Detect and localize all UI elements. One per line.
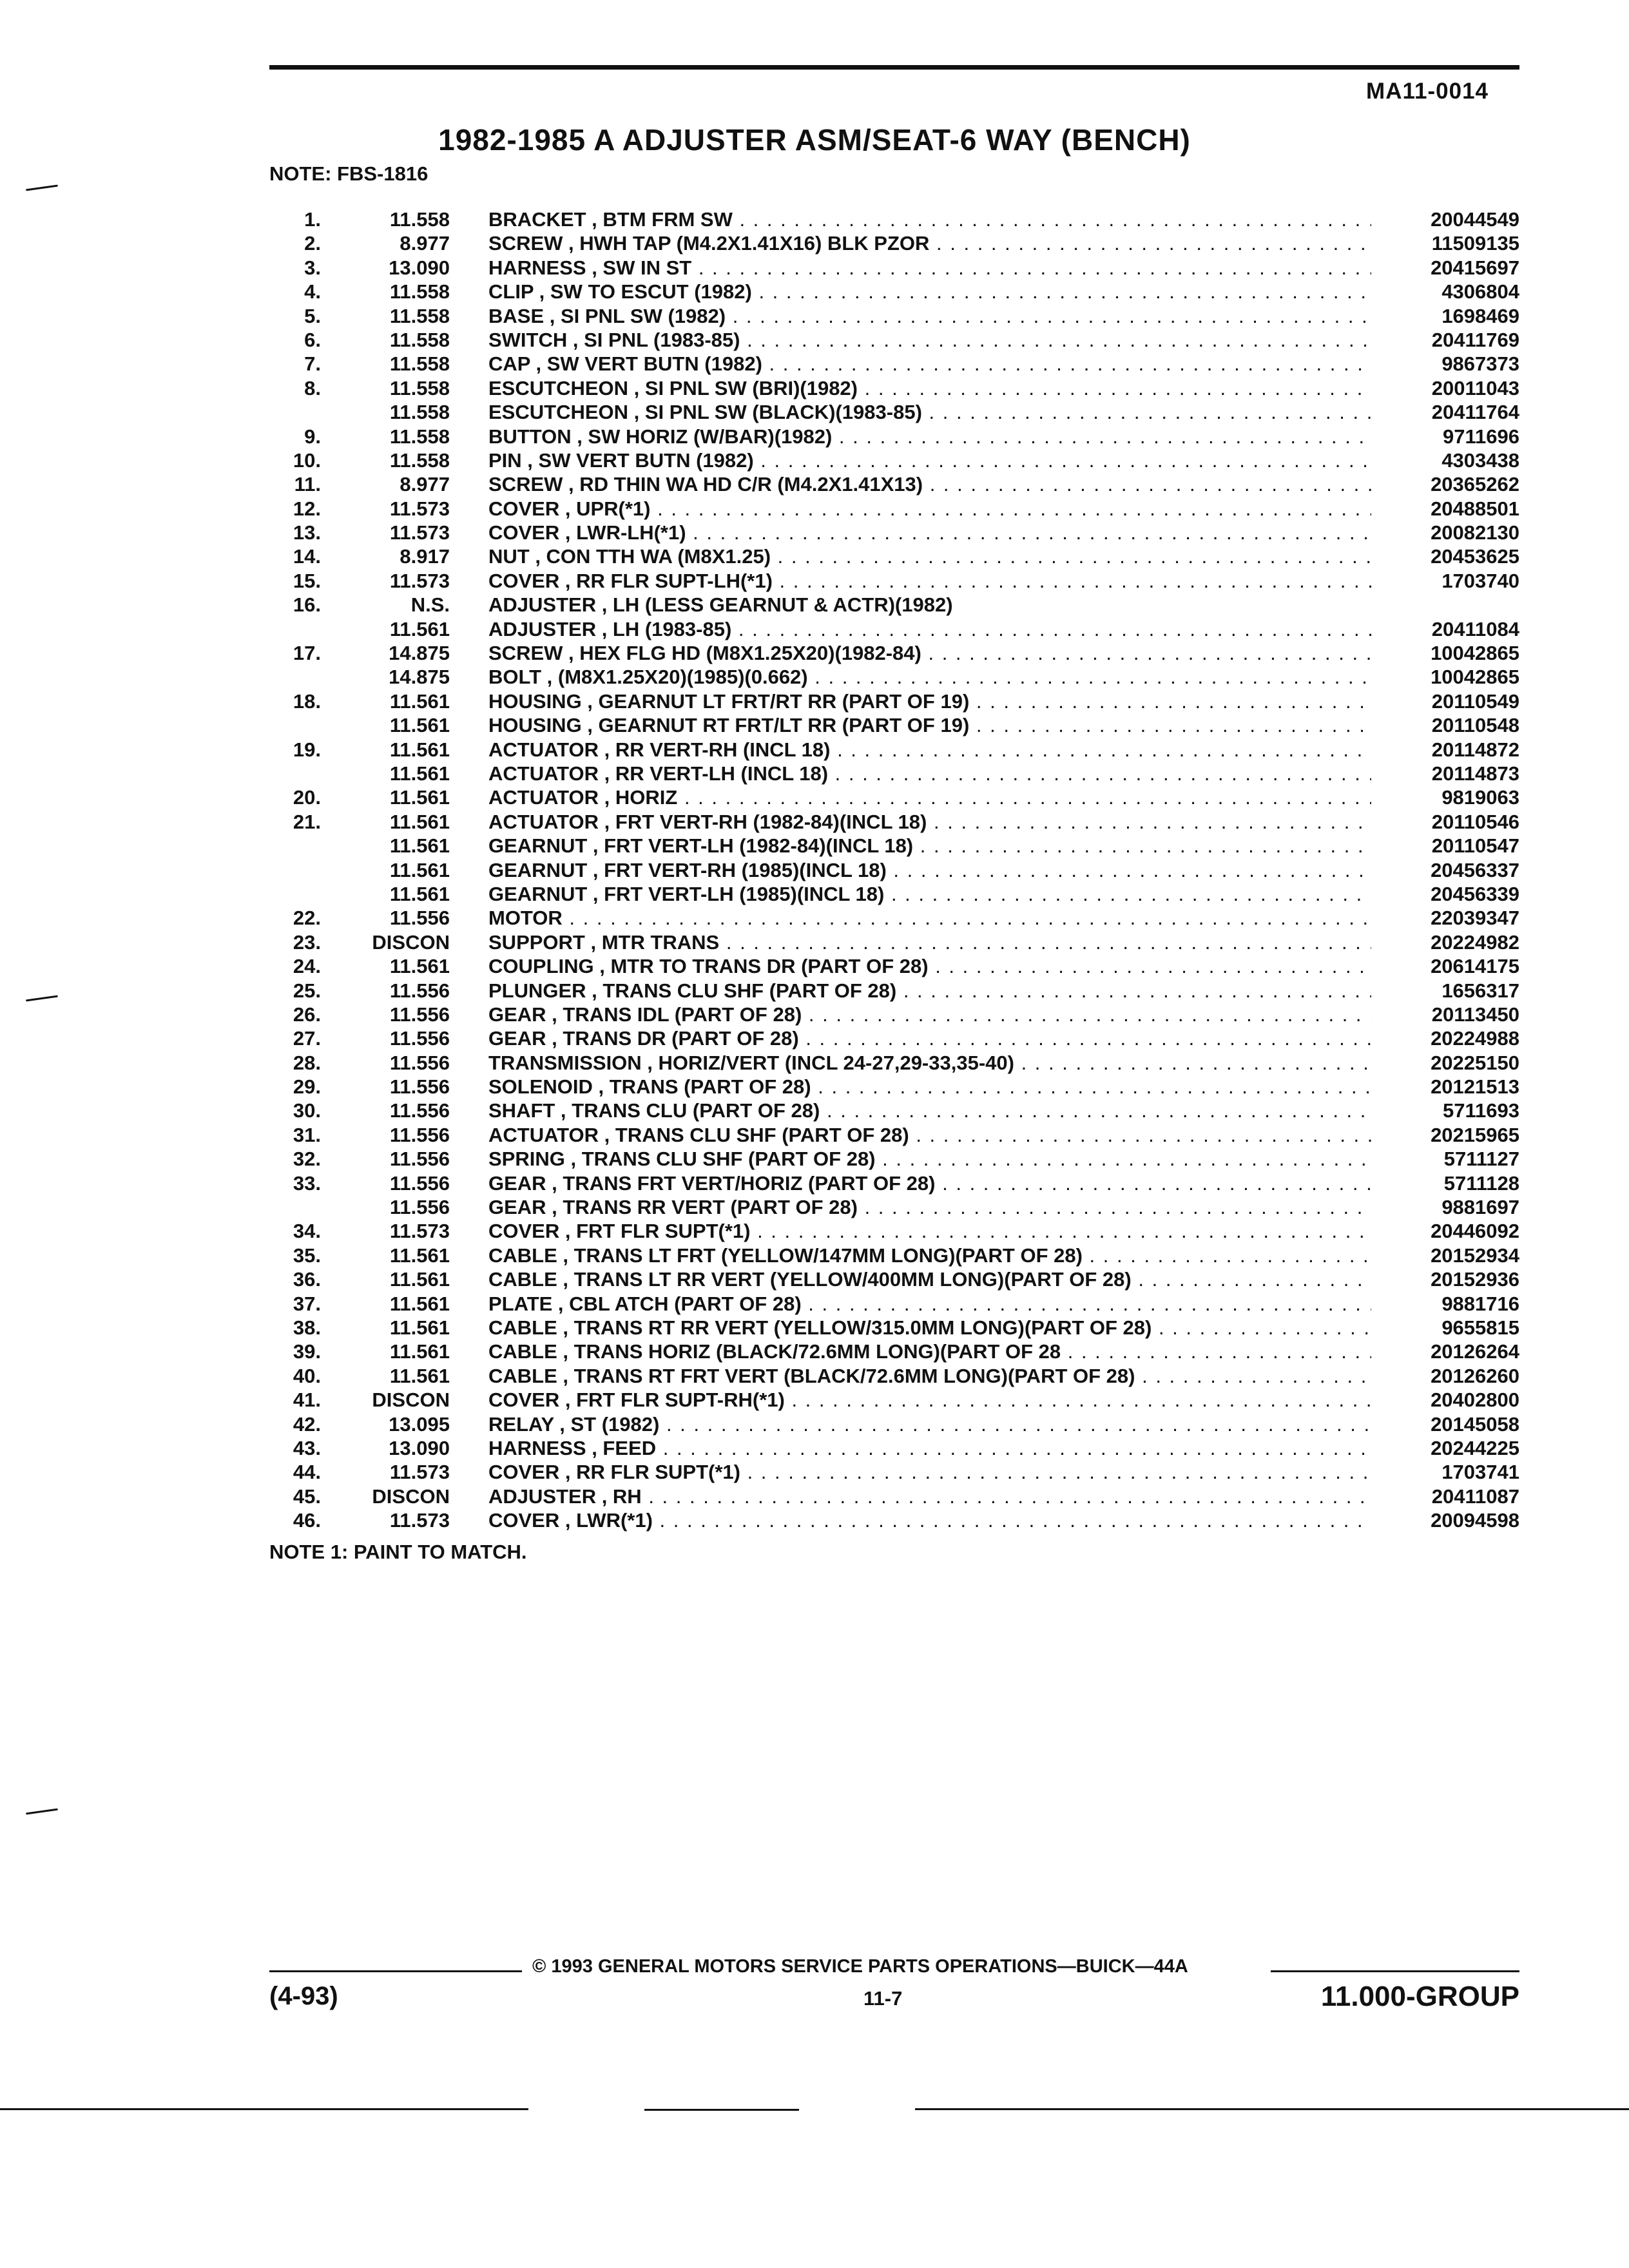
item-number: 14.: [293, 545, 321, 568]
item-number: 34.: [293, 1220, 321, 1243]
item-number: 18.: [293, 689, 321, 713]
parts-row: [269, 1316, 1519, 1340]
parts-row: [269, 280, 1519, 303]
group-number: 11.573: [389, 569, 450, 592]
group-number: 8.977: [400, 232, 450, 255]
part-number: 20082130: [1431, 521, 1519, 544]
part-description: SOLENOID , TRANS (PART OF 28) . . .: [488, 1075, 1371, 1099]
part-number: 20411084: [1431, 617, 1519, 640]
item-number: 40.: [293, 1364, 321, 1387]
parts-row: [269, 256, 1519, 280]
part-number: 20411087: [1431, 1485, 1519, 1508]
part-description: CABLE , TRANS RT RR VERT (YELLOW/315.0MM LONG)(PART OF 28) . . .: [488, 1316, 1371, 1340]
item-number: 9.: [304, 425, 321, 448]
parts-row: [269, 713, 1519, 737]
part-description: GEAR , TRANS DR (PART OF 28) . . .: [488, 1026, 1371, 1050]
document-id: MA11-0014: [1366, 79, 1489, 104]
part-number: 1703740: [1441, 569, 1519, 592]
part-number: 20225150: [1431, 1051, 1519, 1074]
part-number: 20415697: [1431, 256, 1519, 279]
item-number: 21.: [293, 810, 321, 833]
part-description: TRANSMISSION , HORIZ/VERT (INCL 24-27,29-33,35-40) . . .: [488, 1051, 1371, 1075]
parts-row: [269, 1123, 1519, 1147]
item-number: 7.: [304, 352, 321, 376]
parts-row: [269, 1099, 1519, 1122]
part-number: 9711696: [1443, 425, 1519, 448]
part-description: BRACKET , BTM FRM SW . . .: [488, 207, 1371, 231]
item-number: 39.: [293, 1340, 321, 1363]
item-number: 29.: [293, 1075, 321, 1099]
group-number: 11.561: [389, 689, 450, 713]
part-description: HARNESS , FEED . . .: [488, 1436, 1371, 1460]
part-number: 9655815: [1441, 1316, 1519, 1339]
parts-row: [269, 1195, 1519, 1219]
group-number: 14.875: [389, 666, 450, 689]
item-number: 32.: [293, 1148, 321, 1171]
parts-row: [269, 1147, 1519, 1171]
part-description: ADJUSTER , LH (LESS GEARNUT & ACTR)(1982): [488, 593, 953, 617]
group-number: 11.556: [389, 1123, 450, 1146]
item-number: 27.: [293, 1027, 321, 1050]
part-number: 20411764: [1431, 401, 1519, 424]
item-number: 30.: [293, 1099, 321, 1122]
part-description: PLUNGER , TRANS CLU SHF (PART OF 28) . . .: [488, 979, 1371, 1003]
copyright-line: © 1993 GENERAL MOTORS SERVICE PARTS OPERATIONS—BUICK—44A: [532, 1956, 1188, 1977]
part-description: CABLE , TRANS RT FRT VERT (BLACK/72.6MM LONG)(PART OF 28) . . .: [488, 1364, 1371, 1388]
group-number: 11.558: [389, 401, 450, 424]
part-description: CLIP , SW TO ESCUT (1982) . . .: [488, 280, 1371, 303]
item-number: 16.: [293, 593, 321, 617]
parts-row: [269, 665, 1519, 689]
part-description: SCREW , HWH TAP (M4.2X1.41X16) BLK PZOR . . .: [488, 231, 1371, 255]
parts-row: [269, 569, 1519, 593]
parts-row: [269, 1219, 1519, 1243]
parts-row: [269, 979, 1519, 1003]
part-description: ESCUTCHEON , SI PNL SW (BLACK)(1983-85) . . .: [488, 400, 1371, 424]
part-number: 20244225: [1431, 1436, 1519, 1459]
parts-row: [269, 1460, 1519, 1484]
part-number: 20453625: [1431, 545, 1519, 568]
parts-row: [269, 1340, 1519, 1363]
item-number: 19.: [293, 738, 321, 761]
group-number: 11.556: [389, 1027, 450, 1050]
part-number: 9881716: [1441, 1292, 1519, 1315]
group-number: 11.573: [389, 521, 450, 544]
part-number: 20121513: [1431, 1075, 1519, 1099]
group-number: 11.561: [389, 617, 450, 640]
parts-row: [269, 810, 1519, 834]
group-number: 11.561: [389, 882, 450, 905]
part-number: 20113450: [1431, 1003, 1519, 1026]
parts-row: [269, 352, 1519, 376]
group-number: 13.090: [389, 256, 450, 279]
parts-row: [269, 1075, 1519, 1099]
part-number: 10042865: [1431, 642, 1519, 665]
item-number: 13.: [293, 521, 321, 544]
group-number: 13.090: [389, 1436, 450, 1459]
item-number: 44.: [293, 1461, 321, 1484]
part-number: 20215965: [1431, 1123, 1519, 1146]
part-description: PIN , SW VERT BUTN (1982) . . .: [488, 448, 1371, 472]
parts-row: [269, 689, 1519, 713]
item-number: 23.: [293, 930, 321, 954]
part-number: 1703741: [1441, 1461, 1519, 1484]
group-number: 11.561: [389, 1292, 450, 1315]
group-number: 11.573: [389, 1461, 450, 1484]
group-number: 11.561: [389, 762, 450, 785]
group-number: 11.561: [389, 810, 450, 833]
item-number: 41.: [293, 1389, 321, 1412]
part-number: 20456337: [1431, 858, 1519, 881]
part-description: COVER , LWR-LH(*1) . . .: [488, 521, 1371, 544]
parts-row: [269, 544, 1519, 568]
parts-row: [269, 1244, 1519, 1267]
item-number: 31.: [293, 1123, 321, 1146]
item-number: 15.: [293, 569, 321, 592]
parts-row: [269, 641, 1519, 665]
part-number: 20488501: [1431, 497, 1519, 520]
item-number: 8.: [304, 376, 321, 399]
part-description: SPRING , TRANS CLU SHF (PART OF 28) . . .: [488, 1147, 1371, 1171]
item-number: 42.: [293, 1412, 321, 1436]
parts-row: [269, 1292, 1519, 1316]
item-number: 12.: [293, 497, 321, 520]
part-description: BUTTON , SW HORIZ (W/BAR)(1982) . . .: [488, 425, 1371, 448]
part-number: 1656317: [1441, 979, 1519, 1002]
group-number: 11.561: [389, 786, 450, 809]
part-description: MOTOR . . .: [488, 906, 1371, 930]
group-number: 14.875: [389, 642, 450, 665]
group-number: 11.558: [389, 208, 450, 231]
parts-row: [269, 1026, 1519, 1050]
part-number: 20411769: [1431, 328, 1519, 351]
part-number: 11509135: [1431, 232, 1519, 255]
parts-row: [269, 617, 1519, 641]
parts-row: [269, 448, 1519, 472]
group-number: 11.561: [389, 738, 450, 761]
part-number: 20126264: [1431, 1340, 1519, 1363]
item-number: 10.: [293, 448, 321, 472]
item-number: 6.: [304, 328, 321, 351]
part-number: 20446092: [1431, 1220, 1519, 1243]
part-description: GEARNUT , FRT VERT-LH (1982-84)(INCL 18) . . .: [488, 834, 1371, 858]
part-number: 4303438: [1441, 448, 1519, 472]
footer-rule: [1271, 1970, 1519, 1972]
item-number: 25.: [293, 979, 321, 1002]
part-description: BASE , SI PNL SW (1982) . . .: [488, 304, 1371, 328]
item-number: 24.: [293, 955, 321, 978]
parts-row: [269, 497, 1519, 521]
group-number: 11.558: [389, 280, 450, 303]
part-number: 20110546: [1431, 810, 1519, 833]
part-number: 20456339: [1431, 882, 1519, 905]
group-label: 11.000-GROUP: [1320, 1981, 1519, 2012]
part-number: 5711127: [1443, 1148, 1519, 1171]
footer-rule: [269, 1970, 522, 1972]
group-number: 11.558: [389, 448, 450, 472]
part-number: 22039347: [1431, 907, 1519, 930]
page-title: 1982-1985 A ADJUSTER ASM/SEAT-6 WAY (BENCH): [438, 123, 1191, 157]
group-number: 11.556: [389, 1075, 450, 1099]
item-number: 2.: [304, 232, 321, 255]
item-number: 35.: [293, 1244, 321, 1267]
group-number: DISCON: [372, 1485, 450, 1508]
part-description: HOUSING , GEARNUT RT FRT/LT RR (PART OF 19) . . .: [488, 713, 1371, 737]
item-number: 20.: [293, 786, 321, 809]
part-number: 20011043: [1431, 376, 1519, 399]
parts-row: [269, 1508, 1519, 1532]
group-number: 11.561: [389, 1316, 450, 1339]
group-number: DISCON: [372, 1389, 450, 1412]
part-number: 10042865: [1431, 666, 1519, 689]
parts-row: [269, 1388, 1519, 1412]
group-number: DISCON: [372, 930, 450, 954]
part-description: HARNESS , SW IN ST . . .: [488, 256, 1371, 280]
part-number: 20110549: [1431, 689, 1519, 713]
part-number: 9881697: [1441, 1196, 1519, 1219]
part-description: SCREW , HEX FLG HD (M8X1.25X20)(1982-84) . . .: [488, 641, 1371, 665]
part-number: 4306804: [1441, 280, 1519, 303]
part-description: ESCUTCHEON , SI PNL SW (BRI)(1982) . . .: [488, 376, 1371, 400]
group-number: 11.561: [389, 858, 450, 881]
group-number: 11.556: [389, 1171, 450, 1195]
page-number: 11-7: [863, 1987, 903, 2010]
part-description: NUT , CON TTH WA (M8X1.25) . . .: [488, 544, 1371, 568]
parts-row: [269, 1267, 1519, 1291]
part-description: GEAR , TRANS FRT VERT/HORIZ (PART OF 28) . . .: [488, 1171, 1371, 1195]
group-number: 11.561: [389, 1244, 450, 1267]
part-number: 20110548: [1431, 714, 1519, 737]
item-number: 3.: [304, 256, 321, 279]
parts-row: [269, 207, 1519, 231]
parts-row: [269, 1171, 1519, 1195]
scan-edge-line: [0, 2108, 528, 2110]
item-number: 28.: [293, 1051, 321, 1074]
part-description: COVER , LWR(*1) . . .: [488, 1508, 1371, 1532]
group-number: 11.558: [389, 376, 450, 399]
part-description: SWITCH , SI PNL (1983-85) . . .: [488, 328, 1371, 352]
part-number: 20152934: [1431, 1244, 1519, 1267]
parts-row: [269, 376, 1519, 400]
group-number: 11.561: [389, 1340, 450, 1363]
part-number: 20402800: [1431, 1389, 1519, 1412]
item-number: 37.: [293, 1292, 321, 1315]
parts-row: [269, 304, 1519, 328]
part-description: GEAR , TRANS IDL (PART OF 28) . . .: [488, 1003, 1371, 1026]
parts-row: [269, 472, 1519, 496]
part-number: 20614175: [1431, 955, 1519, 978]
group-number: 11.556: [389, 1196, 450, 1219]
part-description: PLATE , CBL ATCH (PART OF 28) . . .: [488, 1292, 1371, 1316]
item-number: 45.: [293, 1485, 321, 1508]
part-description: CABLE , TRANS LT FRT (YELLOW/147MM LONG)(PART OF 28) . . .: [488, 1244, 1371, 1267]
part-description: COUPLING , MTR TO TRANS DR (PART OF 28) . . .: [488, 954, 1371, 978]
part-description: ADJUSTER , LH (1983-85) . . .: [488, 617, 1371, 641]
item-number: 17.: [293, 642, 321, 665]
group-number: 11.573: [389, 1220, 450, 1243]
parts-list: [269, 207, 1519, 1532]
parts-row: [269, 906, 1519, 930]
part-description: BOLT , (M8X1.25X20)(1985)(0.662) . . .: [488, 665, 1371, 689]
part-description: CABLE , TRANS HORIZ (BLACK/72.6MM LONG)(PART OF 28 . . .: [488, 1340, 1371, 1363]
part-description: HOUSING , GEARNUT LT FRT/RT RR (PART OF 19) . . .: [488, 689, 1371, 713]
part-number: 5711693: [1443, 1099, 1519, 1122]
group-number: 11.556: [389, 1051, 450, 1074]
part-description: COVER , UPR(*1) . . .: [488, 497, 1371, 521]
item-number: 5.: [304, 304, 321, 327]
item-number: 36.: [293, 1268, 321, 1291]
group-number: 11.556: [389, 1003, 450, 1026]
group-number: 11.558: [389, 304, 450, 327]
item-number: 11.: [294, 473, 321, 496]
parts-row: [269, 231, 1519, 255]
part-number: 20365262: [1431, 473, 1519, 496]
part-description: SHAFT , TRANS CLU (PART OF 28) . . .: [488, 1099, 1371, 1122]
group-number: 11.556: [389, 979, 450, 1002]
parts-row: [269, 882, 1519, 906]
part-number: 20114872: [1431, 738, 1519, 761]
item-number: 33.: [293, 1171, 321, 1195]
parts-row: [269, 400, 1519, 424]
footnote: NOTE 1: PAINT TO MATCH.: [269, 1541, 527, 1563]
group-number: 11.558: [389, 352, 450, 376]
part-description: SCREW , RD THIN WA HD C/R (M4.2X1.41X13) . . .: [488, 472, 1371, 496]
part-number: 9819063: [1441, 786, 1519, 809]
part-description: CAP , SW VERT BUTN (1982) . . .: [488, 352, 1371, 376]
item-number: 43.: [293, 1436, 321, 1459]
parts-row: [269, 328, 1519, 352]
binding-mark: [26, 995, 58, 1002]
parts-row: [269, 785, 1519, 809]
parts-row: [269, 593, 1519, 617]
part-description: GEARNUT , FRT VERT-LH (1985)(INCL 18) . . .: [488, 882, 1371, 906]
part-number: 5711128: [1443, 1171, 1519, 1195]
group-number: 11.561: [389, 714, 450, 737]
part-description: RELAY , ST (1982) . . .: [488, 1412, 1371, 1436]
group-number: 11.558: [389, 425, 450, 448]
parts-row: [269, 762, 1519, 785]
part-description: COVER , RR FLR SUPT-LH(*1) . . .: [488, 569, 1371, 593]
parts-row: [269, 1051, 1519, 1075]
part-description: ACTUATOR , TRANS CLU SHF (PART OF 28) . . .: [488, 1123, 1371, 1147]
parts-row: [269, 930, 1519, 954]
part-number: 20114873: [1431, 762, 1519, 785]
group-number: 11.556: [389, 1099, 450, 1122]
parts-row: [269, 1485, 1519, 1508]
binding-mark: [26, 185, 58, 191]
header-note: NOTE: FBS-1816: [269, 162, 429, 185]
item-number: 1.: [304, 208, 321, 231]
scan-edge-line: [644, 2109, 799, 2111]
part-description: COVER , RR FLR SUPT(*1) . . .: [488, 1460, 1371, 1484]
group-number: 11.556: [389, 907, 450, 930]
part-description: ACTUATOR , RR VERT-LH (INCL 18) . . .: [488, 762, 1371, 785]
header-rule: [269, 65, 1519, 70]
parts-row: [269, 954, 1519, 978]
part-number: 9867373: [1441, 352, 1519, 376]
parts-row: [269, 1412, 1519, 1436]
part-number: 20152936: [1431, 1268, 1519, 1291]
group-number: 11.561: [389, 834, 450, 858]
parts-row: [269, 738, 1519, 762]
group-number: 11.573: [389, 1509, 450, 1532]
part-number: 20224988: [1431, 1027, 1519, 1050]
item-number: 46.: [293, 1509, 321, 1532]
group-number: 11.558: [389, 328, 450, 351]
item-number: 26.: [293, 1003, 321, 1026]
parts-row: [269, 1436, 1519, 1460]
parts-row: [269, 521, 1519, 544]
group-number: 8.917: [400, 545, 450, 568]
parts-row: [269, 1003, 1519, 1026]
part-number: 1698469: [1441, 304, 1519, 327]
part-description: GEAR , TRANS RR VERT (PART OF 28) . . .: [488, 1195, 1371, 1219]
group-number: 11.556: [389, 1148, 450, 1171]
group-number: N.S.: [410, 593, 450, 617]
scan-edge-line: [915, 2108, 1629, 2110]
part-number: 20126260: [1431, 1364, 1519, 1387]
parts-row: [269, 425, 1519, 448]
parts-row: [269, 834, 1519, 858]
parts-row: [269, 858, 1519, 882]
part-number: 20110547: [1431, 834, 1519, 858]
part-description: ADJUSTER , RH . . .: [488, 1485, 1371, 1508]
item-number: 22.: [293, 907, 321, 930]
group-number: 11.561: [389, 955, 450, 978]
parts-row: [269, 1364, 1519, 1388]
part-description: ACTUATOR , FRT VERT-RH (1982-84)(INCL 18) . . .: [488, 810, 1371, 834]
revision-date: (4-93): [269, 1982, 338, 2010]
item-number: 4.: [304, 280, 321, 303]
part-number: 20145058: [1431, 1412, 1519, 1436]
part-number: 20094598: [1431, 1509, 1519, 1532]
part-description: COVER , FRT FLR SUPT(*1) . . .: [488, 1219, 1371, 1243]
item-number: 38.: [293, 1316, 321, 1339]
binding-mark: [26, 1809, 58, 1815]
group-number: 13.095: [389, 1412, 450, 1436]
part-number: 20224982: [1431, 930, 1519, 954]
part-number: 20044549: [1431, 208, 1519, 231]
part-description: GEARNUT , FRT VERT-RH (1985)(INCL 18) . . .: [488, 858, 1371, 882]
group-number: 8.977: [400, 473, 450, 496]
group-number: 11.573: [389, 497, 450, 520]
group-number: 11.561: [389, 1364, 450, 1387]
part-description: COVER , FRT FLR SUPT-RH(*1) . . .: [488, 1388, 1371, 1412]
part-description: ACTUATOR , RR VERT-RH (INCL 18) . . .: [488, 738, 1371, 762]
group-number: 11.561: [389, 1268, 450, 1291]
part-description: CABLE , TRANS LT RR VERT (YELLOW/400MM LONG)(PART OF 28) . . .: [488, 1267, 1371, 1291]
part-description: ACTUATOR , HORIZ . . .: [488, 785, 1371, 809]
part-description: SUPPORT , MTR TRANS . . .: [488, 930, 1371, 954]
